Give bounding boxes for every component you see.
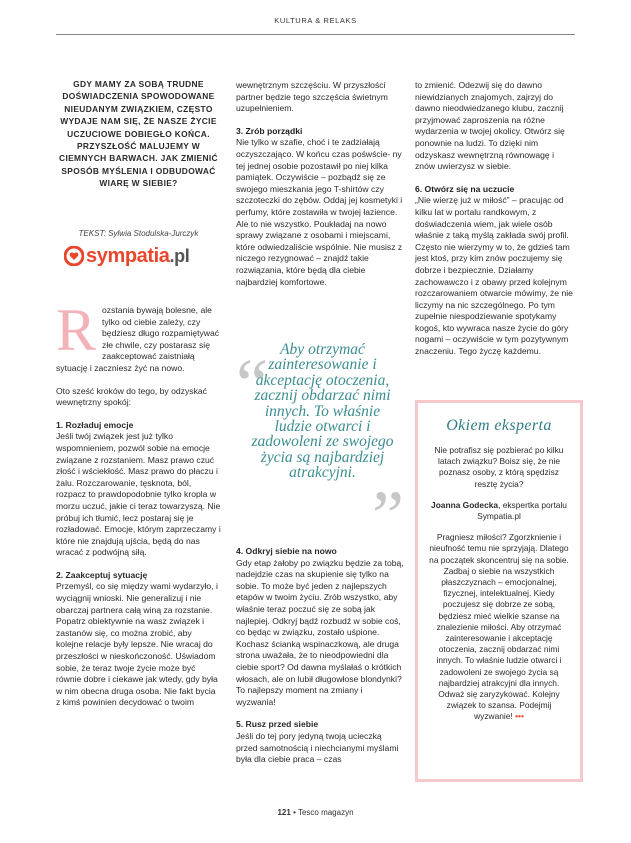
expert-author: [428, 500, 570, 522]
expert-question: Nie potrafisz się pozbierać po kilku latach związku? Boisz się, że nie poznasz osoby, z którą spędzisz resztę życia?: [434, 445, 564, 489]
article-column-2: [236, 80, 404, 299]
step-5-title: 5. Rusz przed siebie: [236, 719, 319, 730]
expert-body: [428, 445, 570, 723]
step-3-text: Nie tylko w szafie, choć i te zadziałają oczyszczająco. W końcu czas pośwście- ny tej jednej osobie pozostawił po niej kilka pamiątek. Oczywiście – pozbądź się ze swojego mieszkania jego T-shirtów czy szczoteczki do zębów. Oddaj jej kosmetyki i perfumy, które zostawiła w twojej łazience. Ale to nie wszystko. Poukładaj na nowo sprawy związane z osobami i miejscami, które odwiedzaliście wspólnie. Nie musisz z niczego rezygnować – znajdź takie rozwiązania, które będą dla ciebie najbardziej komfortowe.: [236, 137, 403, 287]
article-column-2-lower: [236, 546, 404, 777]
end-mark: •••: [515, 711, 524, 722]
col3-continuation: to zmienić. Odezwij się do dawno niewidzianych znajomych, zajrzyj do dawno nieodwiedzanego klubu, zacznij przyjmować zaproszenia na różne wydarzenia w twojej okolicy. Otwórz się ponownie na ludzi. To dzięki nim odzyskasz wewnętrzną równowagę i znów uwierzysz w siebie.: [415, 80, 565, 172]
intro-paragraph: Rozstania bywają bolesne, ale tylko od ciebie zależy, czy będziesz długo rozpamiętywać złe chwile, czy postarasz się zaakceptować zaistniałą sytuację i zaczniesz żyć na nowo.: [56, 297, 220, 373]
top-rule: [56, 34, 575, 35]
step-2-title: 2. Zaakceptuj sytuację: [56, 569, 148, 580]
author-credit: TEKST: Sylwia Stodulska-Jurczyk: [78, 229, 199, 238]
lead-paragraph: GDY MAMY ZA SOBĄ TRUDNE DOŚWIADCZENIA SPOWODOWANE NIEUDANYM ZWIĄZKIEM, CZĘSTO WYDAJE NAM SIĘ, ŻE NASZE ŻYCIE UCZUCIOWE DOBIEGŁO KOŃCA. PRZYSZŁOŚĆ MALUJEMY W CIEMNYCH BARWACH. JAK ZMIENIĆ SPOSÓB MYŚLENIA I ODBUDOWAĆ WIARĘ W SIEBIE?: [59, 79, 218, 189]
col2-continuation: wewnętrznym szczęściu. W przyszłości partner będzie tego szczęścia świetnym uzupełnieniem.: [236, 80, 388, 114]
expert-role: , ekspertka portalu Sympatia.pl: [477, 499, 567, 522]
step-4-title: 4. Odkryj siebie na nowo: [236, 546, 337, 556]
expert-box: [415, 400, 583, 782]
lead-block: [56, 78, 221, 190]
drop-cap: R: [56, 297, 97, 363]
page-footer: [0, 808, 631, 817]
step-5-text: Jeśli do tej pory jedyną twoją ucieczką przed samotnością i niechcianymi myślami była dla ciebie praca – czas: [236, 730, 399, 765]
expert-answer: Pragniesz miłości? Zgorzknienie i nieufność temu nie sprzyjają. Dlatego na początek skoncentruj się na sobie. Zadbaj o siebie na wszystkich płaszczyznach – emocjonalnej, fizycznej, intelektualnej. Kiedy poczujesz się dobrze ze sobą, będziesz mieć wielkie szanse na znalezienie miłości. Aby otrzymać zainteresowanie i akceptację otoczenia, zacznij obdarzać nimi innych. To właśnie ludzie otwarci i zadowoleni ze swojego życia są najbardziej atrakcyjni dla innych. Odważ się zaryzykować. Kolejny związek to szansa. Podejmij wyzwanie! •••: [429, 532, 569, 722]
article-column-3: [415, 80, 575, 369]
expert-name: Joanna Godecka: [431, 499, 499, 510]
step-1-text: Jeśli twój związek jest już tylko wspomnieniem, pozwól sobie na emocje związane z rozstaniem. Masz prawo czuć złość i wściekłość. Masz prawo do płaczu i żalu. Rozczarowanie, tęsknota, ból, rozpacz to prawdopodobnie tylko kropla w morzu uczuć, jakie ci teraz towarzyszą. Nie próbuj ich tłumić, lecz postaraj się je rozładować. Emocje, którym zaprzeczamy i które nie znajdują ujścia, będą do nas wracać z podwójną siłą.: [56, 431, 221, 558]
pull-quote-text: Aby otrzymać zainteresowanie i akceptację otoczenia, zacznij obdarzać nimi innych. To właśnie ludzie otwarci i zadowoleni ze swojego życia są najbardziej atrakcyjni.: [251, 341, 394, 482]
expert-title: Okiem eksperta: [446, 417, 552, 434]
step-2-text: Przemyśl, co się między wami wydarzyło, i wyciągnij wnioski. Nie generalizuj i nie obarczaj partnera całą winą za rozstanie. Popatrz obiektywnie na wasz związek i zastanów się, co można zrobić, aby kolejne relacje były lepsze. Nie wracaj do przeszłości w nieskończoność. Uświadom sobie, że teraz twoje życie może być równie dobre i ciekawe jak wtedy, gdy była w nim obecna druga osoba. Nie fakt bycia z kimś powinien decydować o twoim: [56, 581, 218, 708]
step-1-title: 1. Rozładuj emocje: [56, 419, 134, 430]
section-label: KULTURA & RELAKS: [274, 16, 357, 25]
sympatia-logo: [64, 243, 224, 269]
quote-close-mark: ”: [372, 476, 404, 556]
publication-name: • Tesco magazyn: [293, 808, 354, 817]
heart-icon: [64, 246, 84, 266]
step-6-text: „Nie wierzę już w miłość” – pracując od kilku lat w portalu randkowym, z doświadczenia wiem, jak wiele osób właśnie z taką myślą zakłada swój profil. Często nie wierzymy w to, że gdzieś tam jest ktoś, przy kim znów poczujemy się dobrze i bezpiecznie. Działamy zachowawczo i z obawy przed kolejnym rozczarowaniem otwarcie mówimy, że nie liczymy na nic szczególnego. Po tym zupełnie niespodziewanie spotykamy kogoś, kto wywraca nasze życie do góry nogami – oczywiście w tym pozytywnym znaczeniu. Tego życzę każdemu.: [415, 195, 573, 357]
intro-steps-paragraph: Oto sześć kroków do tego, by odzyskać wewnętrzny spokój:: [56, 385, 207, 408]
step-4-text: Gdy etap żałoby po związku będzie za tobą, nadejdzie czas na skupienie się tylko na sobie. To może być jeden z najlepszych etapów w twoim życiu. Zrób wszystko, aby właśnie teraz poczuć się ze sobą jak najlepiej. Odkryj bądź rozbudź w sobie coś, co będąc w związku, zostało uśpione. Kochasz ścianką wspinaczkową, ale druga strona uważała, że to nieodpowiedni dla ciebie sport? Od dawna myślałaś o krótkich włosach, ale on lubił długowłose blondynki? To najlepszy moment na zmiany i wyzwania!: [236, 557, 404, 707]
quote-open-mark: “: [236, 344, 268, 424]
article-column-1: [56, 297, 221, 720]
step-6-title: 6. Otwórz się na uczucie: [415, 183, 515, 194]
page-number: 121: [277, 808, 291, 817]
logo-wordmark: sympatia.pl: [86, 245, 190, 267]
step-3-title: 3. Zrób porządki: [236, 125, 303, 136]
